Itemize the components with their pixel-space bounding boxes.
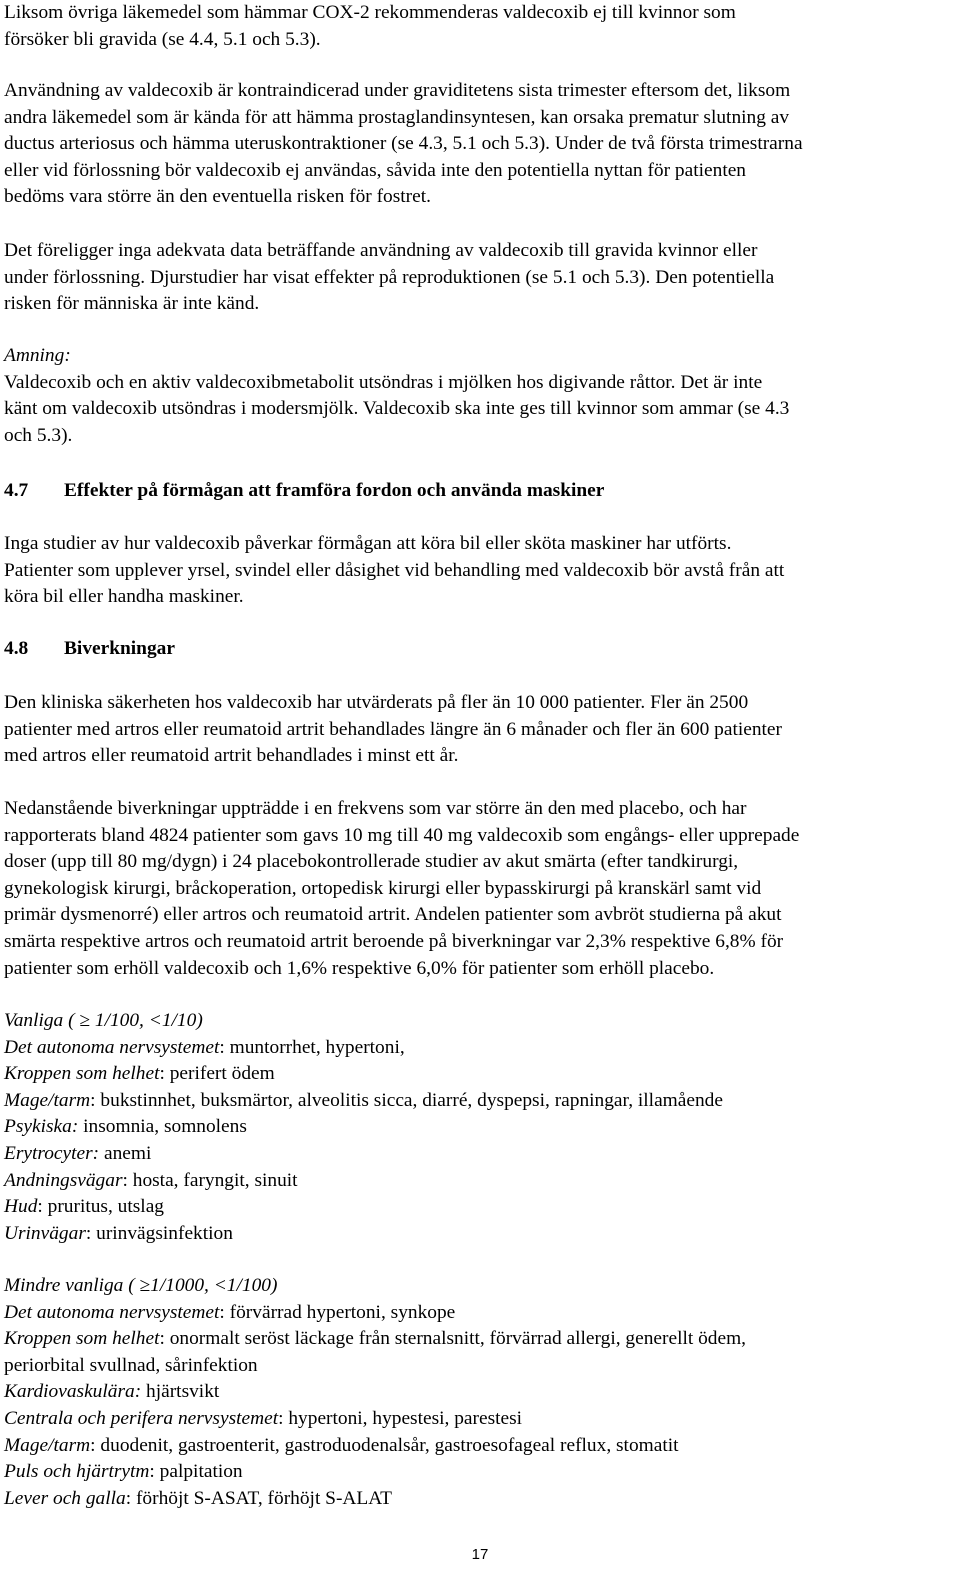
reaction-text: hjärtsvikt (146, 1381, 220, 1403)
text-line: känt om valdecoxib utsöndras i modersmjölk. Valdecoxib ska inte ges till kvinnor som ammar (se 4.3 (4, 398, 790, 420)
organ-class: Kardiovaskulära: (4, 1381, 142, 1403)
organ-class: Kroppen som helhet (4, 1063, 160, 1085)
adverse-entry (4, 1326, 954, 1353)
reaction-text: periorbital svullnad, sårinfektion (4, 1354, 258, 1376)
text-line: risken för människa är inte känd. (4, 293, 260, 315)
separator: : (90, 1089, 101, 1111)
text-line: patienter som erhöll valdecoxib och 1,6% respektive 6,0% för patienter som erhöll placebo. (4, 957, 715, 979)
text-line: och 5.3). (4, 424, 73, 446)
reaction-text: duodenit, gastroenterit, gastroduodenalsår, gastroesofageal reflux, stomatit (100, 1434, 679, 1456)
frequency-title: Vanliga ( ≥ 1/100, <1/10) (4, 1010, 203, 1031)
entry-list (4, 1300, 954, 1513)
page-number: 17 (471, 1546, 489, 1563)
text-line: doser (upp till 80 mg/dygn) i 24 placebokontrollerade studier av akut smärta (efter tandkirurgi, (4, 851, 739, 873)
reaction-text: bukstinnhet, buksmärtor, alveolitis sicca, diarré, dyspepsi, rapningar, illamående (100, 1089, 723, 1111)
organ-class: Hud (4, 1196, 38, 1218)
adverse-entry (4, 1379, 954, 1406)
reaction-text: anemi (103, 1142, 152, 1164)
reaction-text: hypertoni, hypestesi, parestesi (288, 1407, 523, 1429)
list-common-adverse (4, 1008, 954, 1247)
adverse-entry (4, 1459, 954, 1486)
organ-class: Mage/tarm (4, 1434, 91, 1456)
text-line: under förlossning. Djurstudier har visat effekter på reproduktionen (se 5.1 och 5.3). Den potentiella (4, 266, 775, 288)
separator: : (149, 1461, 160, 1483)
section-number: 4.7 (4, 480, 29, 501)
separator: : (219, 1301, 230, 1323)
adverse-entry (4, 1486, 954, 1513)
paragraph-contraindication (4, 78, 954, 211)
frequency-title: Mindre vanliga ( ≥1/1000, <1/100) (4, 1275, 278, 1296)
section-heading-4-8 (4, 636, 175, 662)
separator: : (90, 1434, 101, 1456)
list-uncommon-adverse (4, 1273, 954, 1512)
reaction-text: förvärrad hypertoni, synkope (229, 1301, 456, 1323)
separator: : (85, 1222, 97, 1244)
adverse-entry (4, 1406, 954, 1433)
text-line: bedöms vara större än den eventuella risken för fostret. (4, 186, 431, 208)
paragraph-cox2-pregnancy (4, 0, 954, 53)
adverse-entry (4, 1433, 954, 1460)
entry-list (4, 1035, 954, 1248)
reaction-text: perifert ödem (169, 1063, 275, 1085)
separator: : (159, 1063, 170, 1085)
separator: : (159, 1328, 170, 1350)
text-line: gynekologisk kirurgi, bråckoperation, ortopedisk kirurgi eller bypasskirurgi på kranskärl samt vid (4, 877, 762, 899)
text-line: Patienter som upplever yrsel, svindel eller dåsighet vid behandling med valdecoxib bör avstå från att (4, 559, 785, 581)
reaction-text: insomnia, somnolens (83, 1116, 247, 1138)
organ-class: Det autonoma nervsystemet (4, 1301, 220, 1323)
adverse-entry (4, 1035, 954, 1062)
paragraph-adverse-reactions (4, 796, 954, 982)
text-line: andra läkemedel som är kända för att hämma prostaglandinsyntesen, kan orsaka prematur slutning av (4, 106, 790, 128)
adverse-entry (4, 1114, 954, 1141)
separator: : (278, 1407, 289, 1429)
text-line: köra bil eller handha maskiner. (4, 586, 244, 608)
reaction-text: onormalt seröst läckage från sternalsnitt, förvärrad allergi, generellt ödem, (169, 1328, 747, 1350)
organ-class: Kroppen som helhet (4, 1328, 160, 1350)
organ-class: Mage/tarm (4, 1089, 91, 1111)
paragraph-amning (4, 343, 954, 449)
text-line: Den kliniska säkerheten hos valdecoxib har utvärderats på fler än 10 000 patienter. Fler än 2500 (4, 692, 749, 713)
text-line: Det föreligger inga adekvata data beträffande användning av valdecoxib till gravida kvinnor eller (4, 240, 758, 261)
text-line: smärta respektive artros och reumatoid artrit beroende på biverkningar var 2,3% respektive 6,8% för (4, 930, 784, 952)
organ-class: Erytrocyter: (4, 1142, 100, 1164)
section-title: Biverkningar (64, 638, 175, 659)
text-line: försöker bli gravida (se 4.4, 5.1 och 5.3). (4, 28, 321, 50)
adverse-entry (4, 1221, 954, 1248)
separator: : (37, 1196, 48, 1218)
adverse-entry (4, 1088, 954, 1115)
reaction-text: palpitation (159, 1461, 243, 1483)
text-line: Liksom övriga läkemedel som hämmar COX-2 rekommenderas valdecoxib ej till kvinnor som (4, 2, 736, 23)
section-heading-4-7 (4, 478, 604, 504)
separator: : (125, 1487, 136, 1509)
separator: : (219, 1036, 230, 1058)
organ-class: Urinvägar (4, 1222, 86, 1244)
organ-class: Andningsvägar (4, 1169, 123, 1191)
organ-class: Centrala och perifera nervsystemet (4, 1407, 279, 1429)
paragraph-safety (4, 690, 954, 770)
reaction-text: muntorrhet, hypertoni, (229, 1036, 405, 1058)
paragraph-data-pregnancy (4, 238, 954, 318)
text-line: Nedanstående biverkningar uppträdde i en frekvens som var större än den med placebo, och har (4, 798, 747, 819)
organ-class: Lever och galla (4, 1487, 126, 1509)
subheading-amning: Amning: (4, 345, 71, 366)
organ-class: Psykiska: (4, 1116, 79, 1138)
adverse-entry (4, 1141, 954, 1168)
reaction-text: pruritus, utslag (47, 1196, 164, 1218)
adverse-entry (4, 1194, 954, 1221)
adverse-entry (4, 1061, 954, 1088)
adverse-entry (4, 1353, 954, 1380)
text-line: med artros eller reumatoid artrit behandlades i minst ett år. (4, 745, 459, 767)
text-line: Inga studier av hur valdecoxib påverkar förmågan att köra bil eller sköta maskiner har utförts. (4, 533, 732, 554)
text-line: Användning av valdecoxib är kontraindicerad under graviditetens sista trimester eftersom det, liksom (4, 80, 791, 101)
adverse-entry (4, 1168, 954, 1195)
text-line: eller vid förlossning bör valdecoxib ej användas, såvida inte den potentiella nyttan för patienten (4, 159, 747, 181)
text-line: primär dysmenorré) eller artros och reumatoid artrit. Andelen patienter som avbröt studierna på akut (4, 904, 782, 926)
text-line: rapporterats bland 4824 patienter som gavs 10 mg till 40 mg valdecoxib som engångs- eller upprepade (4, 824, 800, 846)
reaction-text: hosta, faryngit, sinuit (132, 1169, 298, 1191)
separator: : (122, 1169, 133, 1191)
text-line: patienter med artros eller reumatoid artrit behandlades längre än 6 månader och fler än 600 patienter (4, 718, 782, 740)
section-title: Effekter på förmågan att framföra fordon och använda maskiner (64, 480, 605, 501)
text-line: Valdecoxib och en aktiv valdecoxibmetabolit utsöndras i mjölken hos digivande råttor. Det är inte (4, 371, 763, 393)
adverse-entry (4, 1300, 954, 1327)
paragraph-driving (4, 531, 954, 611)
section-number: 4.8 (4, 638, 29, 659)
reaction-text: förhöjt S-ASAT, förhöjt S-ALAT (135, 1487, 392, 1509)
organ-class: Det autonoma nervsystemet (4, 1036, 220, 1058)
organ-class: Puls och hjärtrytm (4, 1461, 150, 1483)
reaction-text: urinvägsinfektion (96, 1222, 233, 1244)
text-line: ductus arteriosus och hämma uteruskontraktioner (se 4.3, 5.1 och 5.3). Under de två första trimestrarna (4, 133, 803, 155)
